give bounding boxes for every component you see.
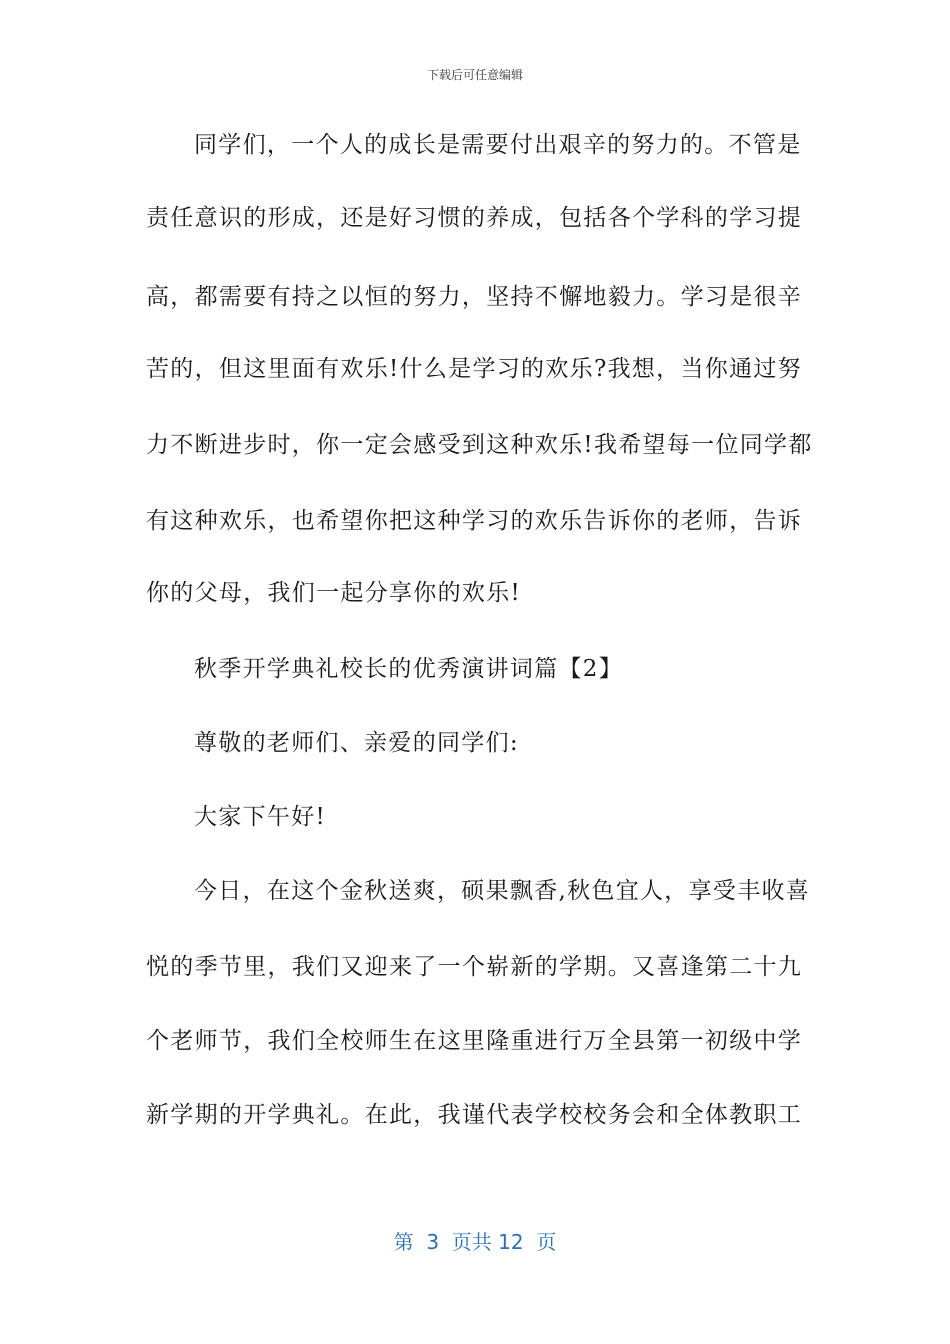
paragraph-line: 有这种欢乐，也希望你把这种学习的欢乐告诉你的老师，告诉 (146, 508, 803, 534)
greeting: 大家下午好! (194, 804, 327, 830)
page-indicator: 第 3 页共 12 页 (393, 1230, 557, 1254)
paragraph-line: 力不断进步时，你一定会感受到这种欢乐!我希望每一位同学都 (146, 432, 813, 458)
paragraph-line: 你的父母，我们一起分享你的欢乐! (146, 580, 522, 606)
paragraph-line: 苦的，但这里面有欢乐!什么是学习的欢乐?我想，当你通过努 (146, 356, 802, 382)
salutation: 尊敬的老师们、亲爱的同学们: (194, 730, 519, 756)
paragraph-line: 高，都需要有持之以恒的努力，坚持不懈地毅力。学习是很辛 (146, 284, 803, 310)
page-header-note: 下载后可任意编辑 (426, 68, 523, 82)
paragraph-line: 同学们，一个人的成长是需要付出艰辛的努力的。不管是 (194, 132, 802, 158)
paragraph-line: 悦的季节里，我们又迎来了一个崭新的学期。又喜逢第二十九 (146, 954, 803, 980)
section-heading: 秋季开学典礼校长的优秀演讲词篇【2】 (194, 656, 624, 682)
paragraph-line: 今日，在这个金秋送爽，硕果飘香,秋色宜人，享受丰收喜 (194, 878, 811, 904)
paragraph-line: 新学期的开学典礼。在此，我谨代表学校校务会和全体教职工 (146, 1102, 803, 1128)
paragraph-line: 责任意识的形成，还是好习惯的养成，包括各个学科的学习提 (146, 205, 803, 231)
paragraph-line: 个老师节，我们全校师生在这里隆重进行万全县第一初级中学 (146, 1028, 803, 1054)
